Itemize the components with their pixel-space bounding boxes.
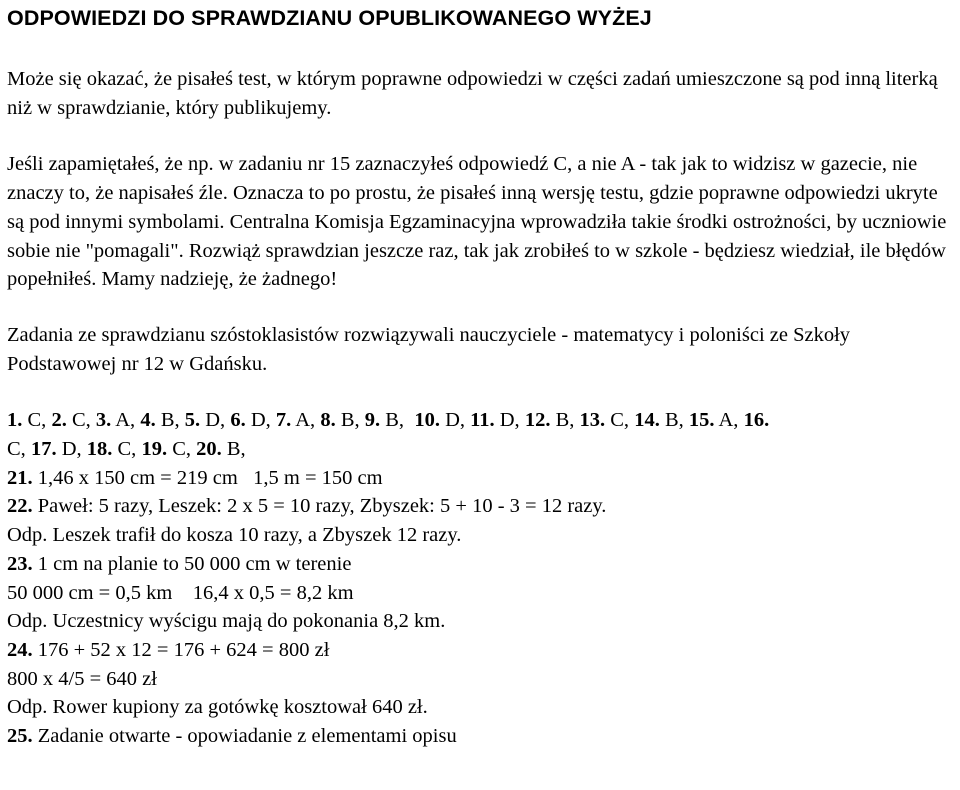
answer-text: C, bbox=[22, 409, 52, 432]
answer-text: C, bbox=[605, 409, 635, 432]
question-number: 20. bbox=[196, 438, 222, 461]
question-number: 17. bbox=[30, 438, 57, 461]
answer-text: 1,46 x 150 cm = 219 cm 1,5 m = 150 cm bbox=[32, 466, 383, 489]
answer-text: 800 x 4/5 = 640 zł bbox=[7, 667, 157, 690]
question-number: 3. bbox=[95, 409, 112, 432]
answer-text: Odp. Leszek trafił do kosza 10 razy, a Zbyszek 12 razy. bbox=[7, 524, 462, 547]
answer-text: D, bbox=[56, 438, 87, 461]
question-number: 10. bbox=[414, 409, 440, 432]
question-number: 14. bbox=[634, 409, 660, 432]
intro-paragraph: Może się okazać, że pisałeś test, w którym poprawne odpowiedzi w części zadań umieszczone są pod inną literką niż w sprawdzianie, który publikujemy. bbox=[7, 68, 938, 119]
answer-text: C, bbox=[112, 438, 142, 461]
answer-text: 50 000 cm = 0,5 km 16,4 x 0,5 = 8,2 km bbox=[7, 581, 354, 604]
answer-text: C, bbox=[167, 438, 197, 461]
answer-line bbox=[7, 579, 953, 608]
question-number: 18. bbox=[86, 438, 113, 461]
question-number: 22. bbox=[7, 495, 33, 518]
answer-text: Paweł: 5 razy, Leszek: 2 x 5 = 10 razy, Zbyszek: 5 + 10 - 3 = 12 razy. bbox=[32, 495, 607, 518]
document-title: ODPOWIEDZI DO SPRAWDZIANU OPUBLIKOWANEGO WYŻEJ bbox=[7, 6, 652, 30]
answer-text: B, bbox=[335, 409, 365, 432]
question-number: 12. bbox=[524, 409, 551, 432]
question-number: 24. bbox=[7, 638, 33, 661]
question-number: 8. bbox=[320, 409, 336, 432]
question-number: 16. bbox=[743, 409, 770, 432]
question-number: 21. bbox=[7, 466, 33, 489]
answer-text: A, bbox=[714, 409, 744, 432]
answer-text: B, bbox=[659, 409, 689, 432]
answer-line bbox=[7, 665, 953, 694]
answer-text: A, bbox=[111, 409, 141, 432]
answer-text: B, bbox=[155, 409, 185, 432]
explanation-paragraph: Jeśli zapamiętałeś, że np. w zadaniu nr 15 zaznaczyłeś odpowiedź C, a nie A - tak jak to widzisz w gazecie, nie znaczy to, że napisałeś źle. Oznacza to po prostu, że pisałeś inną wersję testu, gdzie poprawne odpowiedzi ukryte są pod innymi symbolami. Centralna Komisja Egzaminacyjna wprowadziła takie środki ostrożności, by uczniowie sobie nie "pomagali". Rozwiąż sprawdzian jeszcze raz, tak jak zrobiłeś to w szkole - będziesz wiedział, ile błędów popełniłeś. Mamy nadzieję, że żadnego! bbox=[7, 153, 947, 291]
answer-line bbox=[7, 406, 953, 435]
answer-text: D, bbox=[439, 409, 471, 432]
answer-text: 176 + 52 x 12 = 176 + 624 = 800 zł bbox=[32, 638, 330, 661]
answer-line bbox=[7, 492, 953, 521]
answer-text: C, bbox=[7, 438, 31, 461]
answer-text: Odp. Rower kupiony za gotówkę kosztował 640 zł. bbox=[7, 696, 428, 719]
answer-text: 1 cm na planie to 50 000 cm w terenie bbox=[32, 552, 352, 575]
answer-text: Odp. Uczestnicy wyścigu mają do pokonania 8,2 km. bbox=[7, 610, 446, 633]
authors-paragraph: Zadania ze sprawdzianu szóstoklasistów rozwiązywali nauczyciele - matematycy i poloniści ze Szkoły Podstawowej nr 12 w Gdańsku. bbox=[7, 323, 851, 375]
answer-line bbox=[7, 464, 953, 493]
answer-line bbox=[7, 435, 953, 464]
answer-line bbox=[7, 722, 953, 751]
answer-text: D, bbox=[494, 409, 525, 432]
answer-text: D, bbox=[200, 409, 231, 432]
answer-text: B, bbox=[221, 438, 246, 461]
question-number: 25. bbox=[7, 725, 33, 748]
question-number: 1. bbox=[7, 409, 23, 432]
answer-key bbox=[7, 406, 953, 750]
question-number: 19. bbox=[141, 438, 168, 461]
answer-text: B, bbox=[380, 409, 415, 432]
question-number: 6. bbox=[230, 409, 246, 432]
question-number: 15. bbox=[688, 409, 715, 432]
question-number: 9. bbox=[364, 409, 381, 432]
answer-line bbox=[7, 521, 953, 550]
document-page bbox=[7, 5, 953, 751]
question-number: 11. bbox=[470, 409, 495, 432]
question-number: 5. bbox=[184, 409, 201, 432]
question-number: 2. bbox=[51, 409, 67, 432]
question-number: 4. bbox=[140, 409, 156, 432]
answer-line bbox=[7, 636, 953, 665]
answer-text: A, bbox=[291, 409, 321, 432]
answer-text: D, bbox=[245, 409, 276, 432]
answer-line bbox=[7, 607, 953, 636]
question-number: 13. bbox=[579, 409, 606, 432]
answer-text: C, bbox=[66, 409, 96, 432]
answer-text: Zadanie otwarte - opowiadanie z elementami opisu bbox=[32, 725, 457, 748]
answer-line bbox=[7, 550, 953, 579]
answer-line bbox=[7, 693, 953, 722]
question-number: 23. bbox=[7, 552, 33, 575]
answer-text: B, bbox=[550, 409, 580, 432]
question-number: 7. bbox=[275, 409, 292, 432]
